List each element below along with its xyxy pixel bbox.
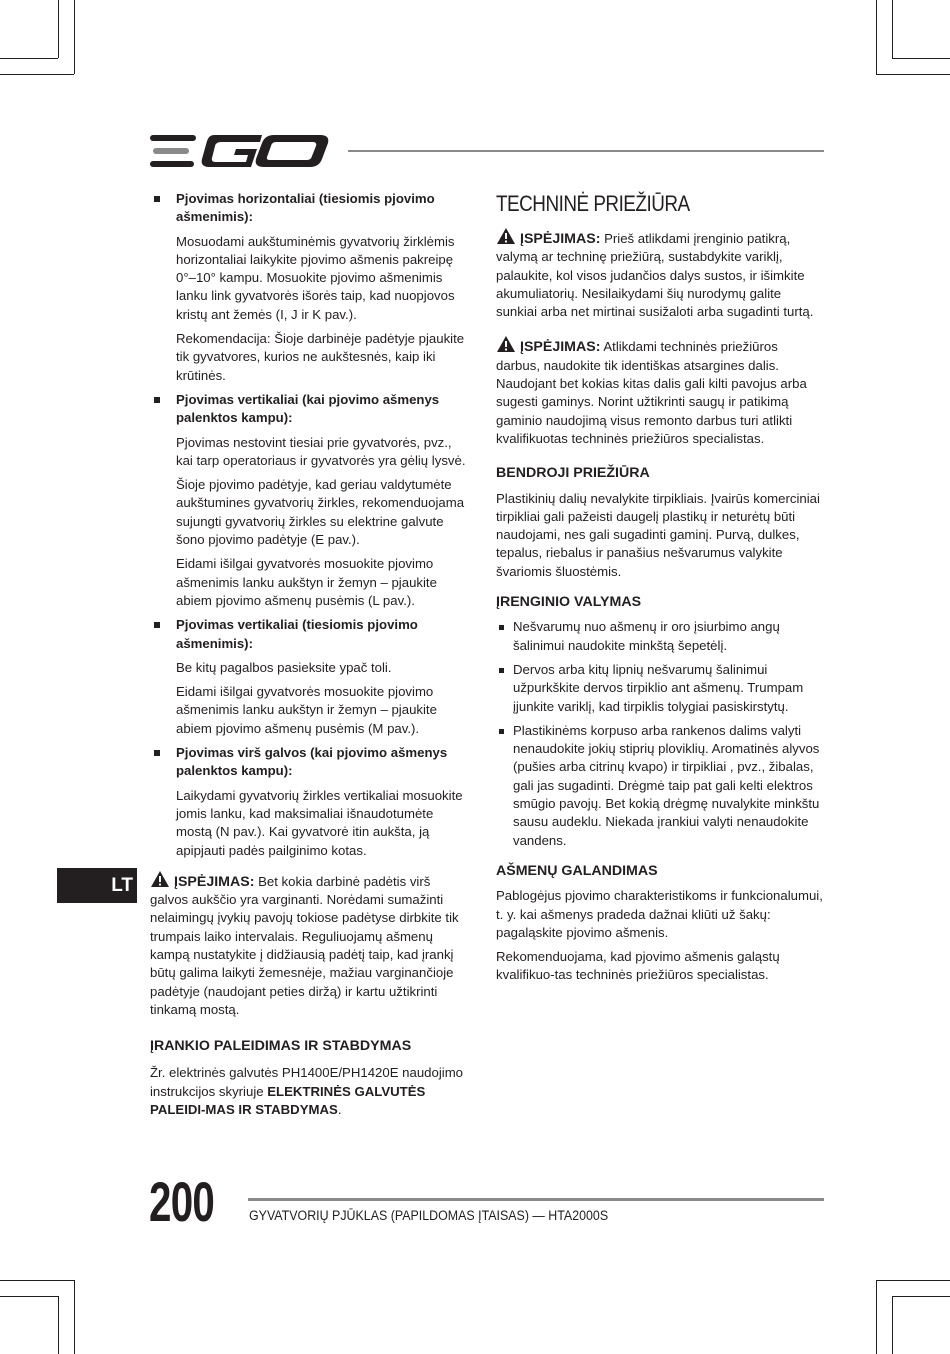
paragraph: Be kitų pagalbos pasieksite ypač toli. <box>176 659 392 675</box>
crop-mark <box>0 1280 74 1281</box>
crop-mark <box>876 1280 950 1281</box>
paragraph: Laikydami gyvatvorių žirkles vertikaliai mosuokite jomis lanku, kad maksimaliai išnaudotumėte mostą (N pav.). Kai gyvatvorė itin aukšta, ją apipjauti padės pailginimo kotas. <box>176 787 463 858</box>
section-heading: ĮRENGINIO VALYMAS <box>496 594 642 611</box>
warning-icon <box>496 227 516 245</box>
footer-title: GYVATVORIŲ PJŪKLAS (PAPILDOMAS ĮTAISAS) — HTA2000S <box>249 1208 609 1223</box>
page-number: 200 <box>149 1170 215 1233</box>
paragraph: Mosuodami aukštuminėmis gyvatvorių žirklėmis horizontaliai laikykite pjovimo ašmenis pakreipę 0°–10° kampu. Mosuokite pjovimo ašmenimis lanku link gyvatvorės išorės taip, kad nuopjovos kristų ant žemės (I, J ir K pav.). <box>176 233 455 322</box>
bullet-heading: Pjovimas vertikaliai (tiesiomis pjovimo ašmenimis): <box>150 616 466 653</box>
left-column <box>150 190 466 1125</box>
crop-mark <box>892 1296 950 1297</box>
crop-mark <box>892 0 893 58</box>
warning-text: Prieš atlikdami įrenginio patikrą, valymą ar techninę priežiūrą, sustabdykite variklį, palaukite, kol visos judančios dalys sustos, ir išimkite akumuliatorių. Nesilaikydami šių nurodymų galite sunkiai arba net mirtinai susižaloti arba sugadinti turtą. <box>496 231 814 320</box>
section-heading: AŠMENŲ GALANDIMAS <box>496 862 658 879</box>
header-rule <box>348 150 824 152</box>
language-tab <box>57 868 137 903</box>
crop-mark <box>892 1296 893 1354</box>
language-tab-label: LT <box>111 875 133 896</box>
warning-text: Atlikdami techninės priežiūros darbus, naudokite tik identiškas atsargines dalis. Naudojant bet kokias kitas dalis gali kilti pavojus arba sugesti gaminys. Norint užtikrinti saugų ir patikimą gaminio naudojimą visus remonto darbus turi atlikti kvalifikuotas techninės priežiūros specialistas. <box>496 339 807 446</box>
section-heading: ĮRANKIO PALEIDIMAS IR STABDYMAS <box>150 1038 412 1055</box>
warning-paragraph <box>496 335 824 448</box>
warning-label: ĮSPĖJIMAS: <box>174 873 255 890</box>
paragraph: Rekomenduojama, kad pjovimo ašmenis galąstų kvalifikuo-tas techninės priežiūros specialistas. <box>496 949 780 983</box>
crop-mark <box>58 1296 59 1354</box>
bullet-heading: Pjovimas virš galvos (kai pjovimo ašmenys palenktos kampu): <box>150 744 466 781</box>
crop-mark <box>876 0 877 74</box>
crop-mark <box>74 1280 75 1354</box>
bullet-heading: Pjovimas horizontaliai (tiesiomis pjovimo ašmenimis): <box>150 190 466 227</box>
crop-mark <box>58 0 59 58</box>
warning-paragraph <box>150 870 466 1019</box>
crop-mark <box>892 58 950 59</box>
warning-text: Bet kokia darbinė padėtis virš galvos aukščio yra varginanti. Norėdami sumažinti nelaimingų įvykių pavojų tokiose padėtyse dirbkite tik trumpais laiko intervalais. Reguliuojamų ašmenų kampą nustatykite į didžiausią padėtį taip, kad įrankį būtų galima laikyti žemesnėje, mažiau varginančioje padėtyje (naudojant peties diržą) ir kartu užtikrinti tinkamą mostą. <box>150 873 459 1017</box>
section-reference: ELEKTRINĖS GALVUTĖS PALEIDI-MAS IR STABDYMAS <box>150 1083 426 1118</box>
paragraph: Eidami išilgai gyvatvorės mosuokite pjovimo ašmenimis lanku aukštyn ir žemyn – pjaukite abiem pjovimo ašmenų pusėmis (L pav.). <box>176 556 437 608</box>
paragraph <box>150 1064 466 1119</box>
list-item: Plastikinėms korpuso arba rankenos dalims valyti nenaudokite jokių stiprių ploviklių. Aromatinės alyvos (pušies arba citrinų kvapo) ir tirpikliai , pvz., žibalas, gali jas sugadinti. Drėgmė taip pat gali kelti elektros smūgio pavojų. Bet kokią drėgmę nuvalykite minkštu sausu audeklu. Niekada įrankiui valyti nenaudokite vandens. <box>496 722 824 850</box>
paragraph: Šioje pjovimo padėtyje, kad geriau valdytumėte aukštumines gyvatvorių žirkles, rekomenduojama sujungti gyvatvorių žirkles su elektrine galvute šono pjovimo padėtyje (E pav.). <box>176 477 465 548</box>
crop-mark <box>876 1280 877 1354</box>
crop-mark <box>0 74 74 75</box>
list-item: Nešvarumų nuo ašmenų ir oro įsiurbimo angų šalinimui naudokite minkštą šepetėlį. <box>496 618 824 655</box>
list-item: Dervos arba kitų lipnių nešvarumų šalinimui užpurkškite dervos tirpiklio ant ašmenų. Trumpam įjunkite variklį, kad tirpiklis tolygiai pasiskirstytų. <box>496 661 824 716</box>
section-end: . <box>337 1102 342 1118</box>
paragraph: Plastikinių dalių nevalykite tirpikliais. Įvairūs komerciniai tirpikliai gali pažeisti daugelį plastikų ir neturėtų būti naudojami, nes gali sugadinti gaminį. Purvą, dulkes, tepalus, riebalus ir panašius nešvarumus valykite švariomis šluostėmis. <box>496 490 820 579</box>
crop-mark <box>0 1296 58 1297</box>
crop-mark <box>876 74 950 75</box>
main-heading: TECHNINĖ PRIEŽIŪRA <box>496 191 690 216</box>
warning-paragraph <box>496 227 824 321</box>
crop-mark <box>74 0 75 74</box>
section-text: Žr. elektrinės galvutės PH1400E/PH1420E naudojimo instrukcijos skyriuje <box>150 1065 464 1099</box>
footer-rule <box>248 1198 824 1201</box>
crop-mark <box>0 58 58 59</box>
warning-label: ĮSPĖJIMAS: <box>520 339 601 356</box>
warning-icon <box>496 335 516 353</box>
ego-logo <box>150 131 330 171</box>
paragraph: Rekomendacija: Šioje darbinėje padėtyje pjaukite tik gyvatvores, kurios ne aukštesnės, kaip iki krūtinės. <box>176 331 465 383</box>
paragraph: Eidami išilgai gyvatvorės mosuokite pjovimo ašmenimis lanku aukštyn ir žemyn – pjaukite abiem pjovimo ašmenų pusėmis (M pav.). <box>176 684 437 736</box>
warning-icon <box>150 870 170 888</box>
right-column <box>496 190 824 991</box>
section-heading: BENDROJI PRIEŽIŪRA <box>496 465 650 482</box>
paragraph: Pablogėjus pjovimo charakteristikoms ir funkcionalumui, t. y. kai ašmenys pradeda dažnai kliūti už šakų: pagaląskite pjovimo ašmenis. <box>496 888 823 940</box>
warning-label: ĮSPĖJIMAS: <box>520 231 601 247</box>
paragraph: Pjovimas nestovint tiesiai prie gyvatvorės, pvz., kai tarp operatoriaus ir gyvatvorės yra gėlių lysvė. <box>176 434 466 468</box>
bullet-heading: Pjovimas vertikaliai (kai pjovimo ašmenys palenktos kampu): <box>150 391 466 428</box>
